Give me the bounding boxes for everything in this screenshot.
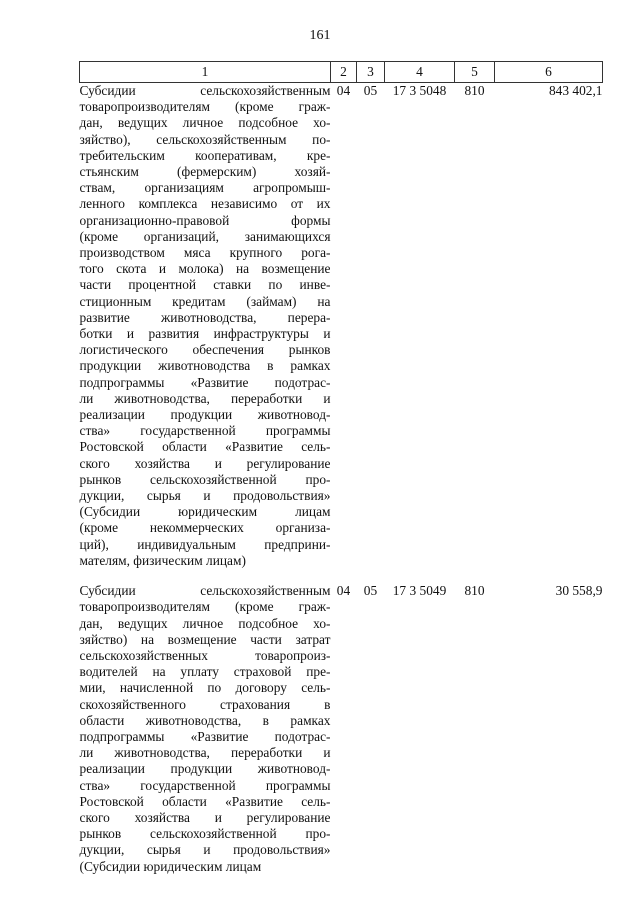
description-line: водителей на уплату страховой пре- bbox=[79, 664, 331, 680]
description-line: ствам, организациям агропромыш- bbox=[79, 180, 331, 196]
description-line: товаропроизводителям (кроме граж- bbox=[79, 99, 331, 115]
description-line: реализации продукции животновод- bbox=[79, 761, 331, 777]
description-line: сельскохозяйственных товаропроиз- bbox=[79, 647, 331, 663]
description-line: ботки и развития инфраструктуры и bbox=[79, 326, 331, 342]
description-line: ленного комплекса независимо от их bbox=[79, 196, 331, 212]
description-line: (кроме организаций, занимающихся bbox=[79, 228, 331, 244]
description-line: ли животноводства, переработки и bbox=[79, 745, 331, 761]
column-header: 3 bbox=[357, 62, 385, 83]
section-code: 04 bbox=[336, 83, 351, 98]
expense-type-code: 810 bbox=[464, 83, 485, 98]
budget-table bbox=[79, 61, 603, 875]
description-line: рынков сельскохозяйственной про- bbox=[79, 471, 331, 487]
subsection-code: 05 bbox=[363, 83, 378, 98]
description-line: мателям, физическим лицам) bbox=[79, 552, 246, 568]
description-line: производством мяса крупного рога- bbox=[79, 245, 331, 261]
column-header: 5 bbox=[455, 62, 495, 83]
description-line: (Субсидии юридическим лицам bbox=[79, 858, 262, 874]
description-line: дан, ведущих личное подсобное хо- bbox=[79, 115, 331, 131]
column-header: 1 bbox=[80, 62, 331, 83]
description-line: области животноводства, в рамках bbox=[79, 712, 331, 728]
description-line: Субсидии сельскохозяйственным bbox=[79, 83, 331, 98]
description-line: логистического обеспечения рынков bbox=[79, 342, 331, 358]
column-header: 4 bbox=[385, 62, 455, 83]
description-line: организационно-правовой формы bbox=[79, 212, 331, 228]
description-line: ства» государственной программы bbox=[79, 423, 331, 439]
page-number: 161 bbox=[309, 28, 331, 43]
description-line: дукции, сырья и продовольствия» bbox=[79, 488, 331, 504]
description-line: развитие животноводства, перера- bbox=[79, 309, 331, 325]
description-line: ций), индивидуальным предприни- bbox=[79, 536, 331, 552]
description-line: Субсидии сельскохозяйственным bbox=[79, 583, 331, 599]
column-header: 2 bbox=[331, 62, 357, 83]
description-line: дан, ведущих личное подсобное хо- bbox=[79, 615, 331, 631]
section-code: 04 bbox=[336, 583, 351, 599]
description-line: стиционным кредитам (займам) на bbox=[79, 293, 331, 309]
description-line: Ростовской области «Развитие сель- bbox=[79, 793, 331, 809]
description-line: ского хозяйства и регулирование bbox=[79, 809, 331, 825]
amount: 30 558,9 bbox=[555, 583, 603, 599]
header-row bbox=[80, 62, 603, 83]
description-line: стьянским (фермерским) хозяй- bbox=[79, 164, 331, 180]
description-line: реализации продукции животновод- bbox=[79, 407, 331, 423]
description-line: подпрограммы «Развитие подотрас- bbox=[79, 374, 331, 390]
expense-type-code: 810 bbox=[464, 583, 485, 599]
description-line: (кроме некоммерческих организа- bbox=[79, 520, 331, 536]
amount: 843 402,1 bbox=[548, 83, 603, 98]
description-line: зяйство) на возмещение части затрат bbox=[79, 631, 331, 647]
row-description bbox=[80, 569, 331, 875]
subsection-code: 05 bbox=[363, 583, 378, 599]
description-line: того скота и молока) на возмещение bbox=[79, 261, 331, 277]
description-line: требительским кооперативам, кре- bbox=[79, 147, 331, 163]
description-line: подпрограммы «Развитие подотрас- bbox=[79, 728, 331, 744]
description-line: рынков сельскохозяйственной про- bbox=[79, 826, 331, 842]
description-line: товаропроизводителям (кроме граж- bbox=[79, 599, 331, 615]
description-line: Ростовской области «Развитие сель- bbox=[79, 439, 331, 455]
table-row bbox=[80, 83, 603, 570]
column-header: 6 bbox=[495, 62, 603, 83]
description-line: зяйство), сельскохозяйственным по- bbox=[79, 131, 331, 147]
row-description bbox=[80, 83, 331, 570]
description-line: ства» государственной программы bbox=[79, 777, 331, 793]
description-line: (Субсидии юридическим лицам bbox=[79, 504, 331, 520]
table-row bbox=[80, 569, 603, 875]
description-line: ского хозяйства и регулирование bbox=[79, 455, 331, 471]
description-line: скохозяйственного страхования в bbox=[79, 696, 331, 712]
target-article-code: 17 3 5048 bbox=[392, 83, 447, 98]
target-article-code: 17 3 5049 bbox=[392, 583, 447, 599]
description-line: части процентной ставки по инве- bbox=[79, 277, 331, 293]
description-line: ли животноводства, переработки и bbox=[79, 390, 331, 406]
description-line: мии, начисленной по договору сель- bbox=[79, 680, 331, 696]
description-line: дукции, сырья и продовольствия» bbox=[79, 842, 331, 858]
description-line: продукции животноводства в рамках bbox=[79, 358, 331, 374]
